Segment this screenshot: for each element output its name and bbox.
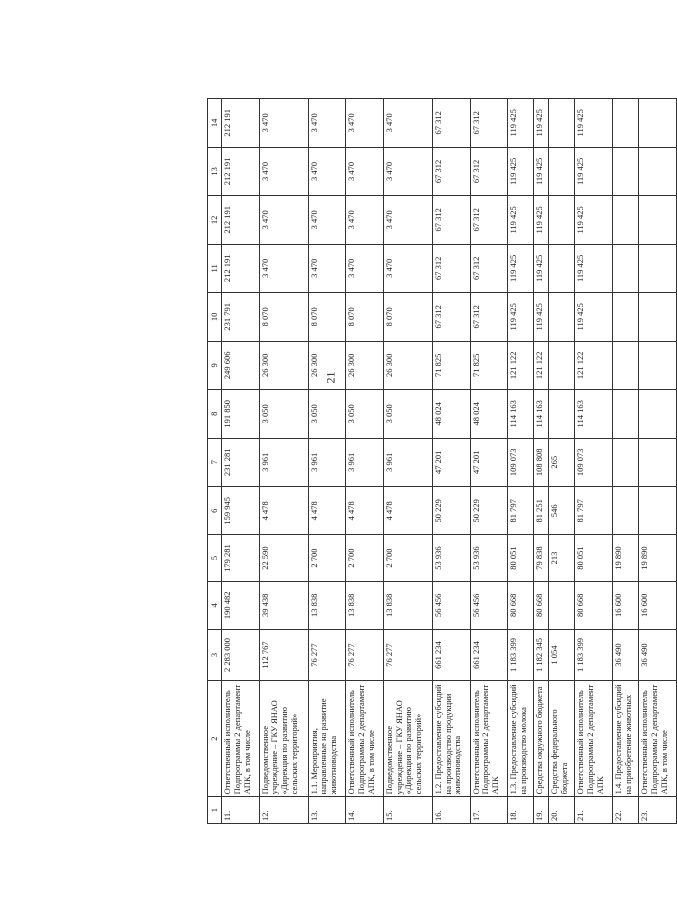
value-cell: 119 425: [575, 293, 613, 341]
table-row: [383, 99, 432, 824]
table-row: [432, 99, 470, 824]
value-cell: 48 024: [470, 390, 508, 438]
value-cell: [613, 390, 639, 438]
value-cell: [639, 147, 677, 195]
value-cell: [613, 341, 639, 389]
row-index-cell: 19.: [534, 797, 549, 824]
value-cell: 19 890: [613, 535, 639, 581]
value-cell: 13 838: [383, 581, 432, 629]
value-cell: 661 234: [470, 630, 508, 681]
value-cell: 80 668: [575, 581, 613, 629]
value-cell: [549, 244, 575, 292]
value-cell: [639, 293, 677, 341]
value-cell: 191 850: [222, 390, 260, 438]
value-cell: [613, 244, 639, 292]
value-cell: 3 961: [346, 438, 384, 486]
value-cell: 108 808: [534, 438, 549, 486]
value-cell: [549, 196, 575, 244]
value-cell: [549, 147, 575, 195]
value-cell: 3 470: [346, 244, 384, 292]
column-number-2: 2: [208, 680, 222, 796]
value-cell: 119 425: [534, 99, 549, 148]
column-number-4: 4: [208, 581, 222, 629]
row-index-cell: 15.: [383, 797, 432, 824]
value-cell: 67 312: [470, 99, 508, 148]
budget-table: [207, 98, 677, 824]
value-cell: 114 163: [508, 390, 534, 438]
value-cell: 67 312: [470, 244, 508, 292]
value-cell: 80 668: [534, 581, 549, 629]
value-cell: 26 300: [259, 341, 308, 389]
value-cell: 119 425: [508, 99, 534, 148]
value-cell: 212 191: [222, 99, 260, 148]
value-cell: [549, 293, 575, 341]
row-index-cell: 21.: [575, 797, 613, 824]
value-cell: 3 470: [259, 147, 308, 195]
value-cell: 3 961: [259, 438, 308, 486]
value-cell: 79 838: [534, 535, 549, 581]
row-index-cell: 23.: [639, 797, 677, 824]
value-cell: [549, 99, 575, 148]
column-number-8: 8: [208, 390, 222, 438]
value-cell: 71 825: [432, 341, 470, 389]
value-cell: 121 122: [575, 341, 613, 389]
value-cell: 190 482: [222, 581, 260, 629]
value-cell: 3 050: [383, 390, 432, 438]
value-cell: [639, 99, 677, 148]
value-cell: 50 229: [432, 487, 470, 535]
value-cell: 47 201: [470, 438, 508, 486]
value-cell: 81 251: [534, 487, 549, 535]
value-cell: 3 470: [308, 196, 346, 244]
value-cell: [613, 438, 639, 486]
row-name-cell: Ответственный исполнитель Подпрограммы 2 департамент АПК, в том числе: [346, 680, 384, 796]
value-cell: 3 050: [259, 390, 308, 438]
value-cell: 16 600: [613, 581, 639, 629]
value-cell: 8 070: [383, 293, 432, 341]
value-cell: 3 470: [308, 147, 346, 195]
row-index-cell: 20.: [549, 797, 575, 824]
row-name-cell: Ответственный исполнитель Подпрограммы 2 департамент АПК, в том числе: [222, 680, 260, 796]
value-cell: 3 470: [383, 244, 432, 292]
value-cell: 265: [549, 438, 575, 486]
value-cell: 112 767: [259, 630, 308, 681]
value-cell: 3 470: [383, 99, 432, 148]
value-cell: 22 590: [259, 535, 308, 581]
value-cell: 48 024: [432, 390, 470, 438]
value-cell: 121 122: [508, 341, 534, 389]
value-cell: [639, 244, 677, 292]
value-cell: 13 838: [346, 581, 384, 629]
value-cell: 119 425: [508, 244, 534, 292]
value-cell: 546: [549, 487, 575, 535]
value-cell: [639, 390, 677, 438]
value-cell: 26 300: [383, 341, 432, 389]
row-index-cell: 14.: [346, 797, 384, 824]
value-cell: 121 122: [534, 341, 549, 389]
row-index-cell: 11.: [222, 797, 260, 824]
value-cell: 114 163: [534, 390, 549, 438]
table-row: [508, 99, 534, 824]
row-name-cell: Ответственный исполнитель Подпрограммы 2 департамент АПК: [470, 680, 508, 796]
value-cell: [549, 341, 575, 389]
row-index-cell: 18.: [508, 797, 534, 824]
value-cell: 119 425: [508, 196, 534, 244]
value-cell: 3 470: [259, 99, 308, 148]
row-index-cell: 13.: [308, 797, 346, 824]
value-cell: [613, 99, 639, 148]
value-cell: 36 490: [639, 630, 677, 681]
row-name-cell: Подведомственное учреждение – ГКУ ЯНАО «Дирекция по развитию сельских территорий»: [383, 680, 432, 796]
value-cell: 26 300: [308, 341, 346, 389]
row-index-cell: 16.: [432, 797, 470, 824]
value-cell: 2 700: [346, 535, 384, 581]
value-cell: 231 791: [222, 293, 260, 341]
value-cell: [549, 390, 575, 438]
row-name-cell: Ответственный исполнитель Подпрограммы 2 департамент АПК: [575, 680, 613, 796]
value-cell: 3 470: [346, 99, 384, 148]
column-number-6: 6: [208, 487, 222, 535]
value-cell: 53 936: [470, 535, 508, 581]
row-name-cell: Средства федерального бюджета: [549, 680, 575, 796]
page-number: 21: [323, 371, 338, 384]
value-cell: 36 490: [613, 630, 639, 681]
value-cell: 3 050: [346, 390, 384, 438]
value-cell: 119 425: [534, 196, 549, 244]
value-cell: 1 183 399: [575, 630, 613, 681]
value-cell: 67 312: [432, 196, 470, 244]
table-row: [575, 99, 613, 824]
value-cell: 26 300: [346, 341, 384, 389]
value-cell: 80 051: [575, 535, 613, 581]
value-cell: 179 281: [222, 535, 260, 581]
table-row: [470, 99, 508, 824]
value-cell: 3 470: [259, 244, 308, 292]
row-name-cell: 1.2. Предоставление субсидий на производство продукции животноводства: [432, 680, 470, 796]
value-cell: 67 312: [432, 293, 470, 341]
table-row: [639, 99, 677, 824]
value-cell: 212 191: [222, 196, 260, 244]
value-cell: 3 470: [308, 244, 346, 292]
value-cell: 67 312: [470, 147, 508, 195]
value-cell: 3 470: [308, 99, 346, 148]
value-cell: 19 890: [639, 535, 677, 581]
value-cell: [639, 341, 677, 389]
value-cell: [639, 487, 677, 535]
value-cell: 56 456: [470, 581, 508, 629]
value-cell: 4 478: [383, 487, 432, 535]
row-name-cell: 1.3. Предоставление субсидий на производство молока: [508, 680, 534, 796]
row-name-cell: Ответственный исполнитель Подпрограммы 2 департамент АПК, в том числе: [639, 680, 677, 796]
value-cell: 67 312: [432, 99, 470, 148]
row-name-cell: Подведомственное учреждение – ГКУ ЯНАО «Дирекция по развитию сельских территорий»: [259, 680, 308, 796]
value-cell: 3 961: [308, 438, 346, 486]
column-number-11: 11: [208, 244, 222, 292]
value-cell: 3 470: [259, 196, 308, 244]
column-number-12: 12: [208, 196, 222, 244]
value-cell: 3 470: [346, 196, 384, 244]
value-cell: 1 183 399: [508, 630, 534, 681]
column-number-10: 10: [208, 293, 222, 341]
value-cell: [613, 487, 639, 535]
value-cell: 8 070: [346, 293, 384, 341]
value-cell: 50 229: [470, 487, 508, 535]
value-cell: 119 425: [508, 293, 534, 341]
value-cell: 13 838: [308, 581, 346, 629]
value-cell: 661 234: [432, 630, 470, 681]
value-cell: 249 606: [222, 341, 260, 389]
table-row: [308, 99, 346, 824]
value-cell: 2 700: [308, 535, 346, 581]
column-number-5: 5: [208, 535, 222, 581]
value-cell: 67 312: [432, 244, 470, 292]
value-cell: 47 201: [432, 438, 470, 486]
value-cell: [549, 581, 575, 629]
value-cell: 119 425: [575, 99, 613, 148]
value-cell: 4 478: [308, 487, 346, 535]
value-cell: 3 470: [346, 147, 384, 195]
column-number-14: 14: [208, 99, 222, 148]
column-number-7: 7: [208, 438, 222, 486]
value-cell: 119 425: [508, 147, 534, 195]
row-index-cell: 17.: [470, 797, 508, 824]
value-cell: [639, 438, 677, 486]
budget-table-wrapper: [207, 98, 677, 824]
value-cell: 67 312: [470, 196, 508, 244]
value-cell: 80 668: [508, 581, 534, 629]
value-cell: 80 051: [508, 535, 534, 581]
value-cell: 1 182 345: [534, 630, 549, 681]
value-cell: 53 936: [432, 535, 470, 581]
value-cell: 81 797: [575, 487, 613, 535]
table-row: [346, 99, 384, 824]
row-name-cell: 1.1. Мероприятия, направленные на развитие животноводства: [308, 680, 346, 796]
value-cell: 8 070: [259, 293, 308, 341]
value-cell: 231 281: [222, 438, 260, 486]
value-cell: 76 277: [383, 630, 432, 681]
value-cell: 119 425: [575, 196, 613, 244]
column-number-3: 3: [208, 630, 222, 681]
value-cell: 8 070: [308, 293, 346, 341]
table-row: [259, 99, 308, 824]
value-cell: 1 054: [549, 630, 575, 681]
row-name-cell: Средства окружного бюджета: [534, 680, 549, 796]
value-cell: 4 478: [346, 487, 384, 535]
value-cell: 3 470: [383, 196, 432, 244]
value-cell: 114 163: [575, 390, 613, 438]
value-cell: 39 438: [259, 581, 308, 629]
row-name-cell: 1.4. Предоставление субсидий на приобретение животных: [613, 680, 639, 796]
table-row: [549, 99, 575, 824]
value-cell: [613, 293, 639, 341]
value-cell: 159 945: [222, 487, 260, 535]
table-body: [222, 99, 677, 824]
value-cell: [639, 196, 677, 244]
table-row: [534, 99, 549, 824]
value-cell: [613, 147, 639, 195]
value-cell: 81 797: [508, 487, 534, 535]
value-cell: 213: [549, 535, 575, 581]
value-cell: 119 425: [575, 147, 613, 195]
row-index-cell: 22.: [613, 797, 639, 824]
value-cell: 109 073: [508, 438, 534, 486]
value-cell: 119 425: [534, 244, 549, 292]
value-cell: 76 277: [346, 630, 384, 681]
value-cell: 71 825: [470, 341, 508, 389]
column-number-1: 1: [208, 797, 222, 824]
value-cell: 3 050: [308, 390, 346, 438]
table-row: [222, 99, 260, 824]
column-number-row: [208, 99, 222, 824]
value-cell: 2 283 000: [222, 630, 260, 681]
value-cell: 109 073: [575, 438, 613, 486]
value-cell: 67 312: [470, 293, 508, 341]
value-cell: 4 478: [259, 487, 308, 535]
value-cell: 3 470: [383, 147, 432, 195]
value-cell: 67 312: [432, 147, 470, 195]
row-index-cell: 12.: [259, 797, 308, 824]
value-cell: [613, 196, 639, 244]
value-cell: 119 425: [534, 293, 549, 341]
value-cell: 119 425: [575, 244, 613, 292]
table-row: [613, 99, 639, 824]
value-cell: 76 277: [308, 630, 346, 681]
column-number-9: 9: [208, 341, 222, 389]
value-cell: 3 961: [383, 438, 432, 486]
value-cell: 2 700: [383, 535, 432, 581]
value-cell: 212 191: [222, 147, 260, 195]
value-cell: 16 600: [639, 581, 677, 629]
column-number-13: 13: [208, 147, 222, 195]
value-cell: 56 456: [432, 581, 470, 629]
value-cell: 212 191: [222, 244, 260, 292]
value-cell: 119 425: [534, 147, 549, 195]
